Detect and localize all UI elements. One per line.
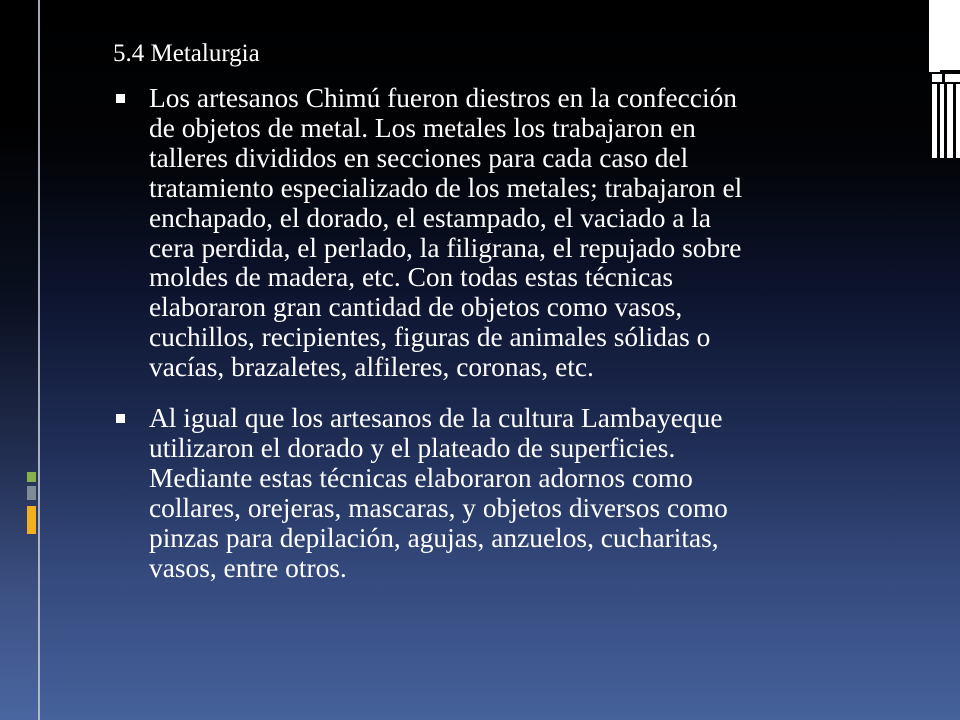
- bullet-list: [113, 84, 913, 605]
- accent-block-green: [27, 472, 36, 482]
- bullet-line: pinzas para depilación, agujas, anzuelos, cucharitas,: [149, 522, 719, 553]
- left-sidebar-decoration: [0, 0, 40, 720]
- stripe-block-2: [945, 74, 960, 82]
- bullet-line: tratamiento especializado de los metales; trabajaron el: [149, 172, 743, 203]
- stripe-block-1: [932, 74, 942, 82]
- bullet-line: cuchillos, recipientes, figuras de animales sólidas o: [149, 322, 711, 353]
- bullet-line: enchapado, el dorado, el estampado, el vaciado a la: [149, 202, 712, 233]
- accent-block-gold: [27, 506, 36, 534]
- bullet-line: utilizaron el dorado y el plateado de superficies.: [149, 432, 676, 463]
- bullet-line: elaboraron gran cantidad de objetos como vasos,: [149, 292, 683, 323]
- bullet-line: Los artesanos Chimú fueron diestros en la confección: [149, 83, 737, 113]
- stripe-block-5: [947, 84, 953, 158]
- bullet-item: [113, 84, 913, 383]
- stripe-block-4: [940, 84, 944, 158]
- bullet-line: vasos, entre otros.: [149, 552, 347, 583]
- bullet-line: collares, orejeras, mascaras, y objetos diversos como: [149, 492, 728, 523]
- bullet-line: de objetos de metal. Los metales los trabajaron en: [149, 112, 696, 143]
- slide-title: 5.4 Metalurgia: [113, 40, 260, 67]
- stripe-block-3: [932, 84, 937, 158]
- square-bullet-icon: [116, 414, 125, 423]
- bullet-item: [113, 404, 913, 583]
- sidebar-edge-line: [38, 0, 40, 720]
- bullet-line: moldes de madera, etc. Con todas estas técnicas: [149, 262, 674, 293]
- square-bullet-icon: [116, 94, 125, 103]
- accent-block-gray: [27, 486, 36, 500]
- bullet-line: Al igual que los artesanos de la cultura Lambayeque: [149, 403, 723, 434]
- corner-block-large: [929, 0, 960, 72]
- bullet-line: vacías, brazaletes, alfileres, coronas, etc.: [149, 352, 594, 383]
- bullet-line: talleres divididos en secciones para cada caso del: [149, 142, 689, 173]
- bullet-line: cera perdida, el perlado, la filigrana, el repujado sobre: [149, 232, 742, 263]
- bullet-line: Mediante estas técnicas elaboraron adornos como: [149, 462, 693, 493]
- corner-block-thin: [940, 70, 960, 72]
- stripe-block-6: [956, 84, 960, 158]
